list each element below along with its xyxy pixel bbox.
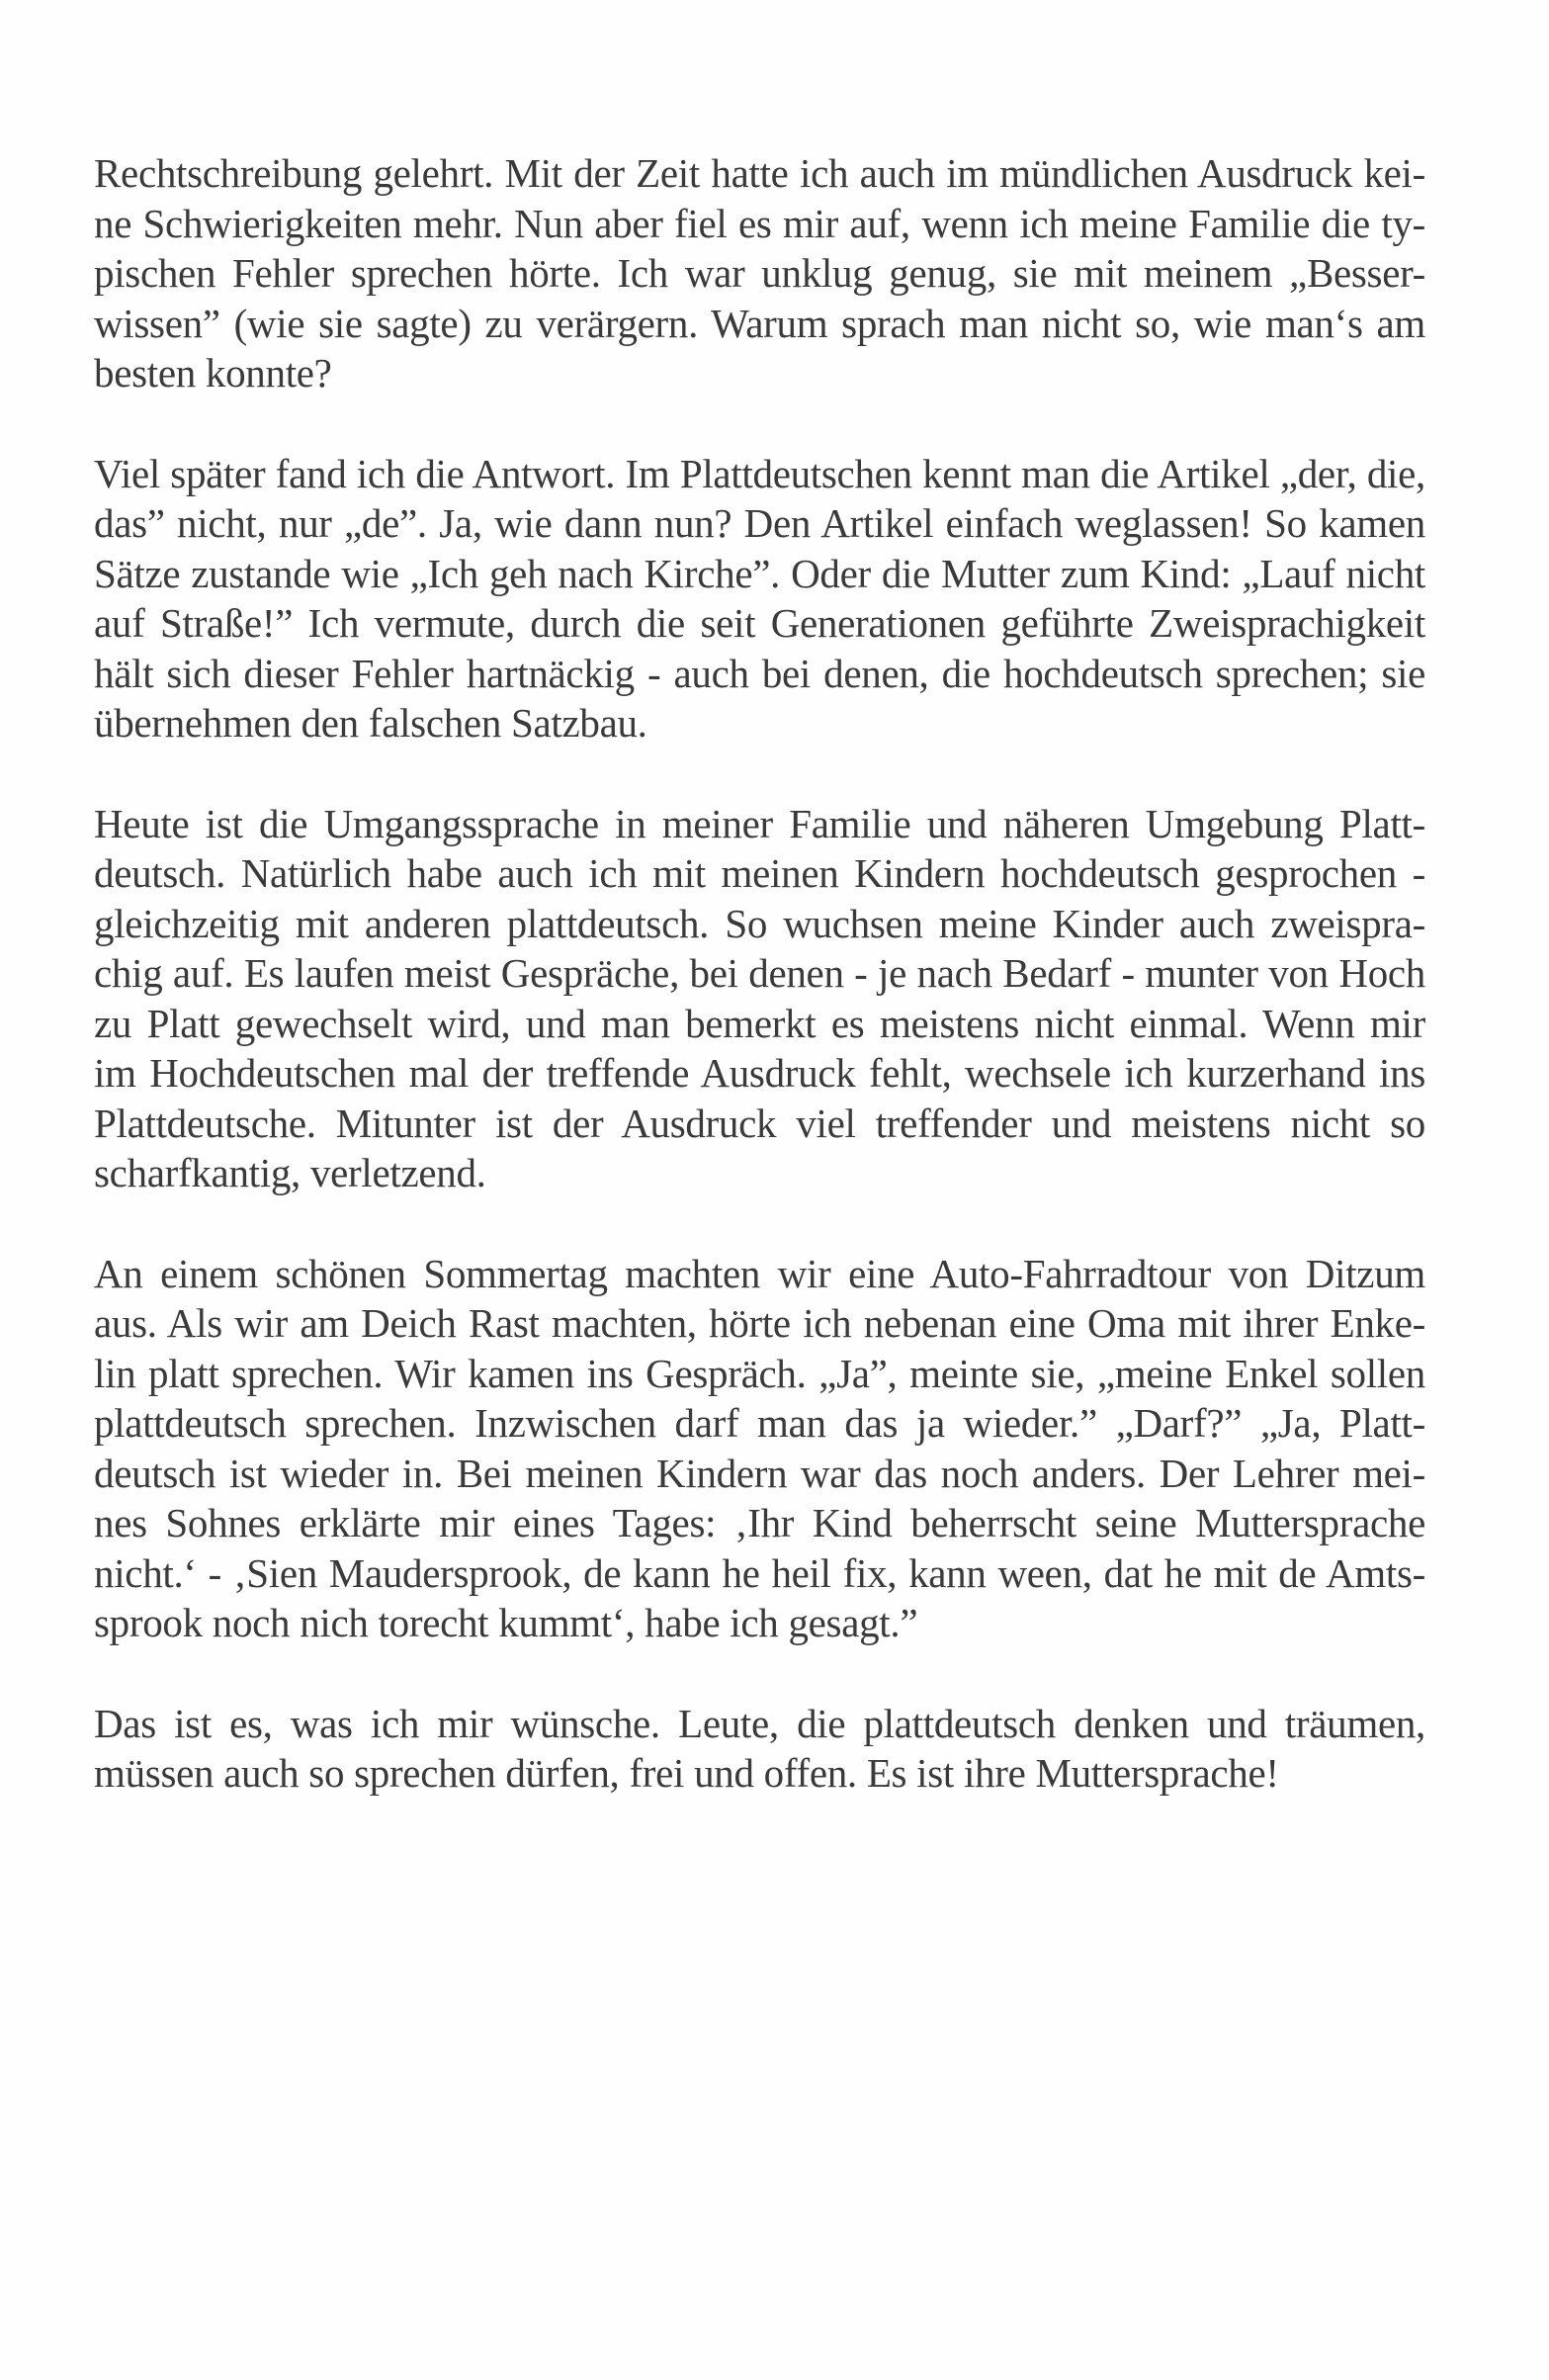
text-line: das” nicht, nur „de”. Ja, wie dann nun? Den Artikel einfach weglassen! So kamen [94, 500, 1425, 546]
text-line: Plattdeutsche. Mitunter ist der Ausdruck viel treffender und meistens nicht so [94, 1100, 1425, 1146]
paragraph-4 [94, 1249, 1425, 1648]
text-line: Viel später fand ich die Antwort. Im Plattdeutschen kennt man die Artikel „der, die, [94, 450, 1425, 496]
text-line: müssen auch so sprechen dürfen, frei und offen. Es ist ihre Muttersprache! [94, 1750, 1279, 1796]
text-line: nicht.‘ - ‚Sien Maudersprook, de kann he heil fix, kann ween, dat he mit de Amts- [94, 1549, 1425, 1596]
text-line: wissen” (wie sie sagte) zu verärgern. Warum sprach man nicht so, wie man‘s am [94, 300, 1425, 346]
paragraph-1 [94, 148, 1425, 398]
text-line: An einem schönen Sommertag machten wir eine Auto-Fahrradtour von Ditzum [94, 1250, 1425, 1296]
text-line: chig auf. Es laufen meist Gespräche, bei denen - je nach Bedarf - munter von Hoch [94, 950, 1425, 996]
text-line: ne Schwierigkeiten mehr. Nun aber fiel es mir auf, wenn ich meine Familie die ty- [94, 200, 1425, 246]
text-line: Das ist es, was ich mir wünsche. Leute, die plattdeutsch denken und träumen, [94, 1700, 1425, 1746]
text-line: hält sich dieser Fehler hartnäckig - auch bei denen, die hochdeutsch sprechen; sie [94, 650, 1425, 696]
text-line: pischen Fehler sprechen hörte. Ich war unklug genug, sie mit meinem „Besser- [94, 250, 1425, 296]
text-line: nes Sohnes erklärte mir eines Tages: ‚Ihr Kind beherrscht seine Muttersprache [94, 1500, 1425, 1545]
text-line: Heute ist die Umgangssprache in meiner Familie und näheren Umgebung Platt- [94, 800, 1425, 846]
text-line: auf Straße!” Ich vermute, durch die seit Generationen geführte Zweisprachigkeit [94, 600, 1425, 646]
text-line: Sätze zustande wie „Ich geh nach Kirche”. Oder die Mutter zum Kind: „Lauf nicht [94, 550, 1425, 596]
text-line: sprook noch nich torecht kummt‘, habe ich gesagt.” [94, 1600, 918, 1645]
paragraph-5 [94, 1699, 1425, 1799]
text-line: besten konnte? [94, 350, 332, 396]
document-body [94, 148, 1425, 1849]
text-line: deutsch. Natürlich habe auch ich mit meinen Kindern hochdeutsch gesprochen - [94, 850, 1425, 896]
text-line: Rechtschreibung gelehrt. Mit der Zeit hatte ich auch im mündlichen Ausdruck kei- [94, 150, 1425, 196]
text-line: deutsch ist wieder in. Bei meinen Kindern war das noch anders. Der Lehrer mei- [94, 1450, 1425, 1496]
text-line: aus. Als wir am Deich Rast machten, hörte ich nebenan eine Oma mit ihrer Enke- [94, 1300, 1425, 1346]
text-line: gleichzeitig mit anderen plattdeutsch. So wuchsen meine Kinder auch zweispra- [94, 900, 1425, 946]
text-line: scharfkantig, verletzend. [94, 1150, 486, 1195]
text-line: zu Platt gewechselt wird, und man bemerkt es meistens nicht einmal. Wenn mir [94, 1000, 1425, 1046]
text-line: im Hochdeutschen mal der treffende Ausdruck fehlt, wechsele ich kurzerhand ins [94, 1050, 1425, 1096]
text-line: plattdeutsch sprechen. Inzwischen darf man das ja wieder.” „Darf?” „Ja, Platt- [94, 1400, 1425, 1446]
paragraph-3 [94, 799, 1425, 1198]
paragraph-2 [94, 449, 1425, 749]
text-line: lin platt sprechen. Wir kamen ins Gespräch. „Ja”, meinte sie, „meine Enkel sollen [94, 1350, 1425, 1396]
text-line: übernehmen den falschen Satzbau. [94, 700, 647, 746]
